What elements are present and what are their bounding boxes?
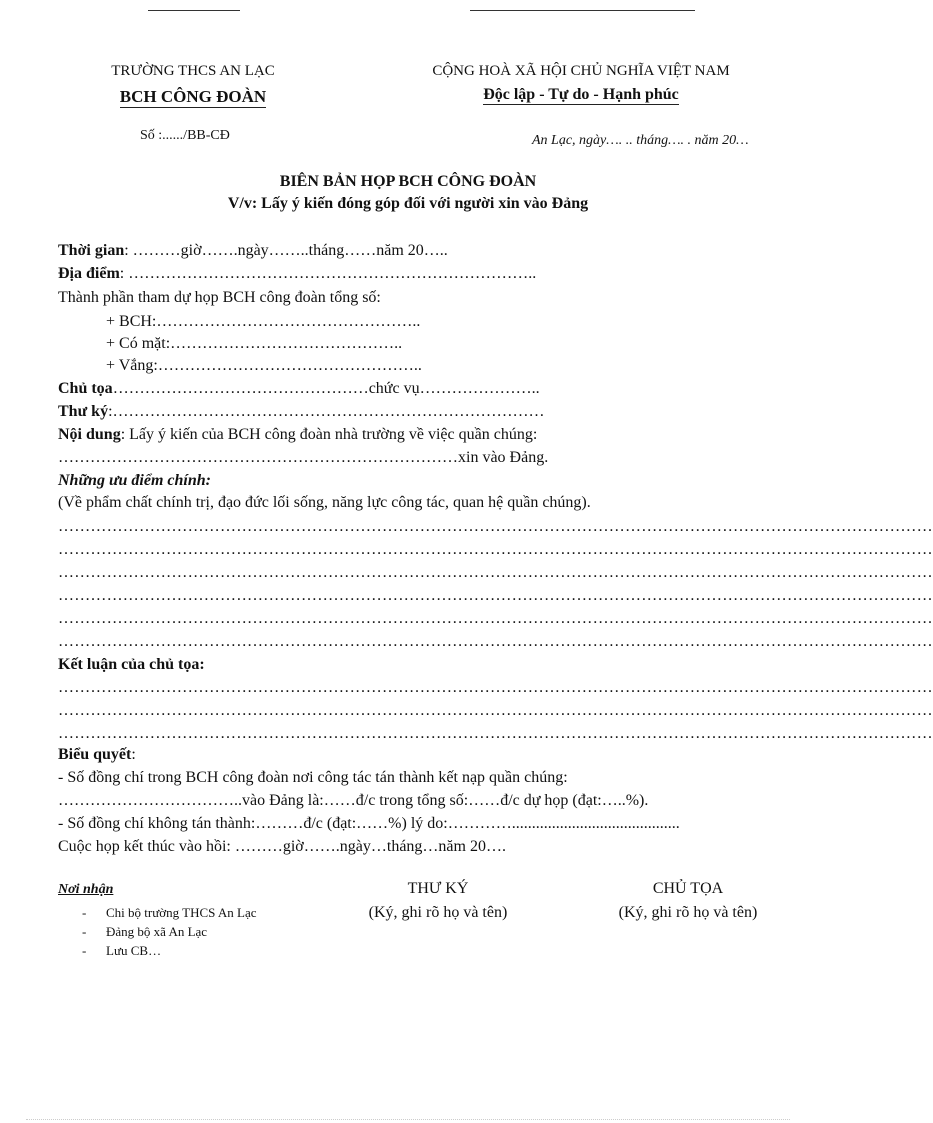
vote-label: Biểu quyết [58, 746, 132, 763]
content-line-2: …………………………………………………………………xin vào Đảng. [58, 449, 549, 466]
conclusion-dot-line: ……………………………………………………………………………………………………………………………………………… [58, 679, 933, 696]
secretary-sign-title: THƯ KÝ [407, 880, 469, 897]
vote-line-2: ……………………………..vào Đảng là:……đ/c trong tổng số:……đ/c dự họp (đạt:…..%). [58, 792, 649, 809]
top-right-rule [470, 10, 695, 11]
conclusion-label: Kết luận của chủ tọa: [58, 656, 205, 673]
page-bottom-rule [26, 1119, 790, 1120]
school-name: TRƯỜNG THCS AN LẠC [111, 63, 275, 79]
absent-line: + Vắng:………………………………………….. [106, 357, 422, 374]
chair-line [58, 378, 540, 400]
recipient-bullet: - [82, 924, 87, 939]
vote-heading [58, 744, 136, 766]
national-motto [400, 86, 762, 104]
country-name: CỘNG HOÀ XÃ HỘI CHỦ NGHĨA VIỆT NAM [432, 63, 730, 79]
merits-dot-line: ……………………………………………………………………………………………………………………………………………… [58, 610, 933, 627]
merits-dot-line: ……………………………………………………………………………………………………………………………………………… [58, 587, 933, 604]
secretary-label: Thư ký [58, 403, 109, 420]
secretary-text: :……………………………………………………………………… [108, 403, 545, 420]
recipient-bullet: - [82, 905, 87, 920]
place-text: : ………………………………………………………………….. [119, 265, 537, 282]
recipients-label: Nơi nhận [58, 882, 114, 897]
composition-line: Thành phần tham dự họp BCH công đoàn tổng số: [58, 289, 381, 306]
merits-label: Những ưu điểm chính: [58, 472, 211, 489]
union-unit-text: BCH CÔNG ĐOÀN [119, 87, 267, 106]
vote-colon: : [131, 746, 136, 763]
top-left-rule [148, 10, 240, 11]
recipient-bullet: - [82, 943, 87, 958]
vote-line-3: - Số đồng chí không tán thành:………đ/c (đạt:……%) lý do:………….......................................... [58, 815, 680, 832]
content-label: Nội dung [58, 426, 121, 443]
place-line [58, 263, 536, 285]
national-motto-text: Độc lập - Tự do - Hạnh phúc [483, 86, 679, 103]
recipient-item: Đảng bộ xã An Lạc [106, 924, 208, 939]
merits-dot-line: ……………………………………………………………………………………………………………………………………………… [58, 633, 933, 650]
content-line [58, 424, 537, 446]
time-label: Thời gian [58, 242, 125, 259]
place-date: An Lạc, ngày…. .. tháng…. . năm 20… [532, 133, 749, 148]
secretary-line [58, 401, 545, 423]
present-line: + Có mặt:…………………………………….. [106, 335, 403, 352]
chair-sign-title: CHỦ TỌA [652, 880, 724, 897]
time-text: : ………giờ…….ngày……..tháng……năm 20….. [124, 242, 448, 259]
chair-text: …………………………………………chức vụ………………….. [112, 380, 540, 397]
chair-sign-note: (Ký, ghi rõ họ và tên) [618, 904, 758, 921]
merits-dot-line: ……………………………………………………………………………………………………………………………………………… [58, 564, 933, 581]
secretary-sign-note: (Ký, ghi rõ họ và tên) [368, 904, 508, 921]
bch-line: + BCH:………………………………………….. [106, 313, 421, 330]
vote-line-1: - Số đồng chí trong BCH công đoàn nơi công tác tán thành kết nạp quần chúng: [58, 769, 568, 786]
union-unit [92, 87, 294, 107]
place-label: Địa điểm [58, 265, 120, 282]
doc-number: Số :....../BB-CĐ [140, 128, 230, 143]
recipient-item: Lưu CB… [106, 943, 162, 958]
merits-dot-line: ……………………………………………………………………………………………………………………………………………… [58, 518, 933, 535]
content-text: : Lấy ý kiến của BCH công đoàn nhà trường về việc quần chúng: [120, 426, 538, 443]
conclusion-dot-line: ……………………………………………………………………………………………………………………………………………… [58, 725, 933, 742]
recipient-item: Chi bộ trường THCS An Lạc [106, 905, 257, 920]
doc-title: BIÊN BẢN HỌP BCH CÔNG ĐOÀN [279, 173, 537, 190]
merits-dot-line: ……………………………………………………………………………………………………………………………………………… [58, 541, 933, 558]
chair-label: Chủ tọa [58, 380, 113, 397]
time-line [58, 240, 448, 262]
doc-subtitle: V/v: Lấy ý kiến đóng góp đối với người xin vào Đảng [227, 195, 589, 212]
conclusion-dot-line: ……………………………………………………………………………………………………………………………………………… [58, 702, 933, 719]
merits-desc: (Về phẩm chất chính trị, đạo đức lối sống, năng lực công tác, quan hệ quần chúng). [58, 494, 591, 511]
end-line: Cuộc họp kết thúc vào hồi: ………giờ…….ngày…tháng…năm 20…. [58, 838, 506, 855]
